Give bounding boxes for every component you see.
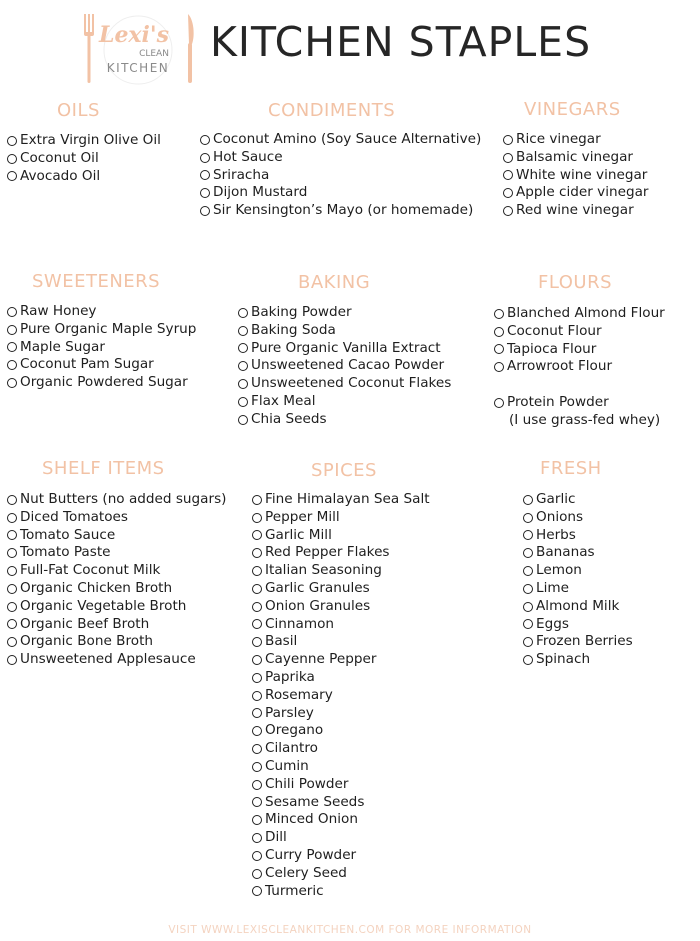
- checkbox-circle-icon: [238, 415, 248, 425]
- section-title-condiments: CONDIMENTS: [268, 100, 396, 121]
- checkbox-circle-icon: [7, 513, 17, 523]
- list-item-label: White wine vinegar: [516, 166, 648, 183]
- checkbox-circle-icon: [494, 362, 504, 372]
- list-item-label: Nut Butters (no added sugars): [20, 491, 227, 507]
- checkbox-circle-icon: [523, 655, 533, 665]
- list-item: [523, 509, 633, 527]
- checkbox-circle-icon: [238, 379, 248, 389]
- section-title-flours: FLOURS: [538, 272, 613, 293]
- list-item-label: Pure Organic Vanilla Extract: [251, 339, 441, 356]
- list-item-label: Sesame Seeds: [265, 793, 365, 810]
- checkbox-circle-icon: [252, 566, 262, 576]
- checkbox-circle-icon: [523, 530, 533, 540]
- checkbox-circle-icon: [252, 637, 262, 647]
- list-item: [7, 527, 226, 545]
- checkbox-circle-icon: [252, 691, 262, 701]
- list-item-label: Sir Kensington’s Mayo (or homemade): [213, 202, 474, 219]
- list-item: [252, 562, 430, 580]
- checkbox-circle-icon: [200, 170, 210, 180]
- list-item-label: Organic Vegetable Broth: [20, 597, 187, 614]
- list-item: [200, 149, 481, 167]
- checkbox-circle-icon: [7, 566, 17, 576]
- list-item-label: Spinach: [536, 651, 591, 668]
- list-item: [252, 669, 430, 687]
- list-item: [7, 651, 226, 669]
- list-item: [7, 132, 161, 150]
- checkbox-circle-icon: [7, 584, 17, 594]
- checkbox-circle-icon: [238, 308, 248, 318]
- list-item: [503, 167, 649, 185]
- section-title-spices: SPICES: [311, 460, 377, 481]
- list-item: [252, 580, 430, 598]
- checkbox-circle-icon: [238, 397, 248, 407]
- list-item: [7, 303, 196, 321]
- checkbox-circle-icon: [7, 154, 17, 164]
- list-item: [523, 598, 633, 616]
- list-item: [523, 491, 633, 509]
- list-item-label: Hot Sauce: [213, 148, 283, 165]
- list-item: [200, 202, 481, 220]
- list-item: [200, 184, 481, 202]
- list-item: [523, 633, 633, 651]
- vinegars-list: [503, 131, 649, 220]
- list-item-label: Arrowroot Flour: [507, 358, 613, 375]
- list-item-label: Tomato Paste: [20, 544, 111, 561]
- condiments-list: [200, 131, 481, 220]
- list-item: [503, 149, 649, 167]
- list-item: [252, 651, 430, 669]
- list-item: [7, 374, 196, 392]
- list-item-label: Parsley: [265, 704, 314, 721]
- list-item-label: Garlic Granules: [265, 579, 370, 596]
- checkbox-circle-icon: [7, 637, 17, 647]
- list-item-label: Raw Honey: [20, 303, 97, 319]
- list-item-label: Sriracha: [213, 166, 270, 183]
- list-item-label: Cilantro: [265, 740, 318, 757]
- list-item: [200, 131, 481, 149]
- checkbox-circle-icon: [252, 851, 262, 861]
- list-item-label: Onions: [536, 508, 584, 525]
- lexis-clean-kitchen-logo: [76, 10, 202, 88]
- checkbox-circle-icon: [7, 307, 17, 317]
- list-item-label: Almond Milk: [536, 597, 620, 614]
- list-item-label: Avocado Oil: [20, 167, 101, 184]
- list-item-label: Coconut Pam Sugar: [20, 356, 154, 373]
- checkbox-circle-icon: [252, 602, 262, 612]
- oils-list: [7, 132, 161, 185]
- list-item-label: Coconut Oil: [20, 149, 99, 166]
- checkbox-circle-icon: [252, 584, 262, 594]
- checkbox-circle-icon: [238, 326, 248, 336]
- list-item: [7, 598, 226, 616]
- list-item-label: Diced Tomatoes: [20, 508, 129, 525]
- list-item-label: Baking Powder: [251, 304, 352, 320]
- checkbox-circle-icon: [238, 343, 248, 353]
- list-item: [523, 562, 633, 580]
- checkbox-circle-icon: [252, 513, 262, 523]
- footer-visit-text: VISIT WWW.LEXISCLEANKITCHEN.COM FOR MORE INFORMATION: [168, 924, 532, 936]
- list-item: [252, 598, 430, 616]
- list-item: [503, 202, 649, 220]
- list-item-label: Unsweetened Cacao Powder: [251, 357, 445, 374]
- list-item: [494, 341, 665, 359]
- checkbox-circle-icon: [7, 136, 17, 146]
- checkbox-circle-icon: [503, 135, 513, 145]
- baking-list: [238, 304, 451, 429]
- list-item: [238, 322, 451, 340]
- list-item: [523, 527, 633, 545]
- svg-text:Lexi's: Lexi's: [98, 22, 170, 48]
- flours-items: [494, 305, 665, 376]
- checkbox-circle-icon: [7, 619, 17, 629]
- list-item: [494, 358, 665, 376]
- list-item-label: Extra Virgin Olive Oil: [20, 132, 161, 148]
- sweeteners-list: [7, 303, 196, 392]
- list-item-label: Red wine vinegar: [516, 202, 634, 219]
- list-item: [238, 393, 451, 411]
- list-item-label: Paprika: [265, 668, 315, 685]
- flours-list: [494, 305, 665, 430]
- list-item-label: Organic Beef Broth: [20, 615, 150, 632]
- checkbox-circle-icon: [503, 188, 513, 198]
- list-item: [494, 305, 665, 323]
- list-item-label: Cayenne Pepper: [265, 651, 377, 668]
- checkbox-circle-icon: [252, 780, 262, 790]
- checkbox-circle-icon: [523, 637, 533, 647]
- list-item-label: Organic Chicken Broth: [20, 579, 173, 596]
- checkbox-circle-icon: [7, 602, 17, 612]
- list-item-label: Bananas: [536, 544, 595, 561]
- list-item: [494, 323, 665, 341]
- list-item-label: Organic Powdered Sugar: [20, 374, 188, 391]
- list-item: [503, 184, 649, 202]
- list-item-label: Tapioca Flour: [507, 340, 597, 357]
- list-item: [252, 722, 430, 740]
- list-item-label: Dijon Mustard: [213, 184, 308, 201]
- list-item: [7, 580, 226, 598]
- list-item: [252, 544, 430, 562]
- checkbox-circle-icon: [523, 513, 533, 523]
- list-item: [252, 883, 430, 901]
- list-item: [252, 776, 430, 794]
- list-item-label: Pure Organic Maple Syrup: [20, 320, 197, 337]
- shelf-items-list: [7, 491, 226, 669]
- checkbox-circle-icon: [7, 655, 17, 665]
- list-item: [252, 616, 430, 634]
- checkbox-circle-icon: [252, 726, 262, 736]
- list-item-label: Minced Onion: [265, 811, 358, 828]
- list-item-label: Italian Seasoning: [265, 562, 382, 579]
- list-item-label: Coconut Flour: [507, 322, 602, 339]
- list-item: [238, 411, 451, 429]
- page-title: KITCHEN STAPLES: [210, 18, 592, 66]
- list-item: [252, 811, 430, 829]
- checkbox-circle-icon: [252, 833, 262, 843]
- list-item-label: Pepper Mill: [265, 508, 340, 525]
- checkbox-circle-icon: [252, 744, 262, 754]
- list-item: [7, 491, 226, 509]
- list-item-label: Tomato Sauce: [20, 526, 116, 543]
- checkbox-circle-icon: [200, 188, 210, 198]
- list-item-label: Turmeric: [265, 882, 324, 899]
- checkbox-circle-icon: [7, 530, 17, 540]
- list-item: [252, 794, 430, 812]
- list-item: [252, 829, 430, 847]
- checkbox-circle-icon: [7, 325, 17, 335]
- list-item-label: Fine Himalayan Sea Salt: [265, 491, 430, 507]
- checkbox-circle-icon: [252, 815, 262, 825]
- list-item-label: Rice vinegar: [516, 131, 601, 147]
- list-item-label: Lemon: [536, 562, 582, 579]
- list-item: [252, 633, 430, 651]
- list-item-label: Organic Bone Broth: [20, 633, 154, 650]
- list-item: [7, 339, 196, 357]
- list-item-label: Onion Granules: [265, 597, 371, 614]
- checkbox-circle-icon: [252, 708, 262, 718]
- list-item: [200, 167, 481, 185]
- list-item: [523, 544, 633, 562]
- list-item: [7, 562, 226, 580]
- list-item: [523, 580, 633, 598]
- list-item-label: Rosemary: [265, 686, 333, 703]
- list-item: [252, 847, 430, 865]
- list-item: [252, 491, 430, 509]
- section-title-baking: BAKING: [298, 272, 371, 293]
- section-title-oils: OILS: [57, 100, 100, 121]
- list-item-label: Dill: [265, 829, 287, 846]
- list-item-label: Maple Sugar: [20, 338, 105, 355]
- list-item: [252, 865, 430, 883]
- checkbox-circle-icon: [7, 378, 17, 388]
- list-item: [238, 357, 451, 375]
- list-item-label: Oregano: [265, 722, 324, 739]
- list-item-label: Protein Powder: [507, 394, 609, 411]
- list-item-label: Full-Fat Coconut Milk: [20, 562, 161, 579]
- svg-text:CLEAN: CLEAN: [139, 49, 169, 59]
- spices-list: [252, 491, 430, 900]
- list-item-label: Unsweetened Coconut Flakes: [251, 375, 452, 392]
- checkbox-circle-icon: [252, 495, 262, 505]
- list-item-label: Coconut Amino (Soy Sauce Alternative): [213, 131, 482, 147]
- checkbox-circle-icon: [7, 495, 17, 505]
- list-item: [252, 527, 430, 545]
- list-item-label: Frozen Berries: [536, 633, 633, 650]
- checkbox-circle-icon: [494, 327, 504, 337]
- checkbox-circle-icon: [523, 566, 533, 576]
- list-item-label: Cinnamon: [265, 615, 335, 632]
- checkbox-circle-icon: [252, 619, 262, 629]
- section-title-sweeteners: SWEETENERS: [32, 271, 161, 292]
- list-item: [7, 321, 196, 339]
- list-item: [252, 509, 430, 527]
- checkbox-circle-icon: [252, 762, 262, 772]
- list-item-label: Curry Powder: [265, 846, 357, 863]
- checkbox-circle-icon: [494, 344, 504, 354]
- list-item-label: Red Pepper Flakes: [265, 544, 390, 561]
- list-item: [238, 375, 451, 393]
- fork-icon: [84, 14, 94, 83]
- list-item: [7, 633, 226, 651]
- checkbox-circle-icon: [7, 548, 17, 558]
- list-item: [252, 687, 430, 705]
- checkbox-circle-icon: [252, 886, 262, 896]
- list-item: [238, 304, 451, 322]
- list-item: [503, 131, 649, 149]
- list-item: [252, 758, 430, 776]
- checkbox-circle-icon: [503, 153, 513, 163]
- checkbox-circle-icon: [523, 495, 533, 505]
- list-item-label: Cumin: [265, 757, 309, 774]
- list-item: [494, 394, 665, 412]
- list-item: [7, 616, 226, 634]
- checkbox-circle-icon: [252, 655, 262, 665]
- checkbox-circle-icon: [7, 342, 17, 352]
- list-item: [523, 616, 633, 634]
- list-item: [523, 651, 633, 669]
- list-item-label: Blanched Almond Flour: [507, 305, 665, 321]
- list-item-label: Basil: [265, 633, 298, 650]
- checkbox-circle-icon: [494, 309, 504, 319]
- checkbox-circle-icon: [200, 153, 210, 163]
- checkbox-circle-icon: [252, 673, 262, 683]
- list-item-label: Garlic Mill: [265, 526, 332, 543]
- list-item-label: Baking Soda: [251, 321, 336, 338]
- list-item-label: Apple cider vinegar: [516, 184, 649, 201]
- list-item-label: Chia Seeds: [251, 410, 327, 427]
- checkbox-circle-icon: [7, 171, 17, 181]
- list-item-label: Lime: [536, 579, 569, 596]
- checkbox-circle-icon: [523, 602, 533, 612]
- checkbox-circle-icon: [523, 548, 533, 558]
- list-item-label: Chili Powder: [265, 775, 349, 792]
- checkbox-circle-icon: [523, 619, 533, 629]
- list-item-label: Unsweetened Applesauce: [20, 651, 196, 668]
- section-title-vinegars: VINEGARS: [524, 99, 621, 120]
- checkbox-circle-icon: [252, 869, 262, 879]
- checkbox-circle-icon: [523, 584, 533, 594]
- list-item: [7, 356, 196, 374]
- list-item-label: Flax Meal: [251, 392, 316, 409]
- checkbox-circle-icon: [238, 361, 248, 371]
- checkbox-circle-icon: [252, 797, 262, 807]
- checkbox-circle-icon: [200, 135, 210, 145]
- fresh-list: [523, 491, 633, 669]
- list-item: [7, 168, 161, 186]
- list-item-label: Celery Seed: [265, 864, 347, 881]
- checkbox-circle-icon: [7, 360, 17, 370]
- checkbox-circle-icon: [494, 398, 504, 408]
- list-item-label: Balsamic vinegar: [516, 148, 634, 165]
- list-item: [252, 740, 430, 758]
- list-item-label: Herbs: [536, 526, 576, 543]
- section-title-shelf-items: SHELF ITEMS: [42, 458, 165, 479]
- checkbox-circle-icon: [503, 170, 513, 180]
- list-item-label: Eggs: [536, 615, 569, 632]
- checkbox-circle-icon: [200, 206, 210, 216]
- list-item: [252, 705, 430, 723]
- checkbox-circle-icon: [503, 206, 513, 216]
- list-item: [7, 150, 161, 168]
- list-item: [238, 340, 451, 358]
- knife-icon: [188, 14, 194, 83]
- checkbox-circle-icon: [252, 548, 262, 558]
- list-item-note: (I use grass-fed whey): [509, 411, 661, 428]
- checkbox-circle-icon: [252, 530, 262, 540]
- svg-text:KITCHEN: KITCHEN: [106, 61, 170, 75]
- list-item: [7, 509, 226, 527]
- section-title-fresh: FRESH: [540, 458, 602, 479]
- list-item: [7, 544, 226, 562]
- list-item-label: Garlic: [536, 491, 576, 507]
